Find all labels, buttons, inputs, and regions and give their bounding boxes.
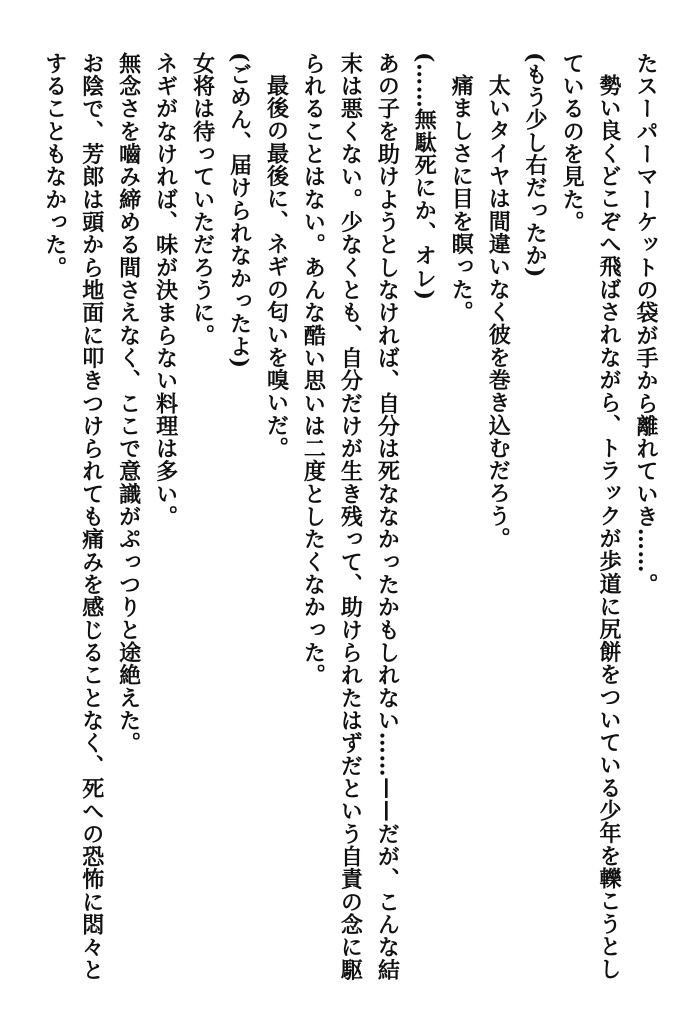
paragraph: たスーパーマーケットの袋が手から離れていき……。 xyxy=(633,52,659,596)
paragraph: 無念さを嚙み締める間さえなく、ここで意識がぷっつりと途絶えた。 xyxy=(115,52,142,755)
vertical-text-body xyxy=(24,52,664,982)
paragraph: 最後の最後に、ネギの匂いを嗅いだ。 xyxy=(263,74,290,460)
paragraph: (ごめん、届けられなかったよ) xyxy=(226,52,253,369)
paragraph: お陰で、芳郎は頭から地面に叩きつけられても痛みを感じることなく、死への恐怖に悶々とすることもなかった。 xyxy=(41,52,105,982)
paragraph: 女将は待っていただろうに。 xyxy=(189,52,216,347)
paragraph: 痛ましさに目を瞑った。 xyxy=(448,74,475,324)
paragraph: 太いタイヤは間違いなく彼を巻き込むだろう。 xyxy=(485,74,512,550)
paragraph: ネギがなければ、味が決まらない料理は多い。 xyxy=(152,52,179,528)
paragraph: (……無駄死にか、オレ) xyxy=(411,52,438,301)
paragraph: 勢い良くどこぞへ飛ばされながら、トラックが歩道に尻餅をついている少年を轢こうとしているのを見た。 xyxy=(559,52,623,981)
paragraph: (もう少し右だったか) xyxy=(522,52,549,279)
paragraph: あの子を助けようとしなければ、自分は死ななかったかもしれない……——だが、こんな結末は悪くない。少なくとも、自分だけが生き残って、助けられたはずだという自責の念に駆られることはない。あんな酷い思いは二度としたくなかった。 xyxy=(300,52,401,982)
